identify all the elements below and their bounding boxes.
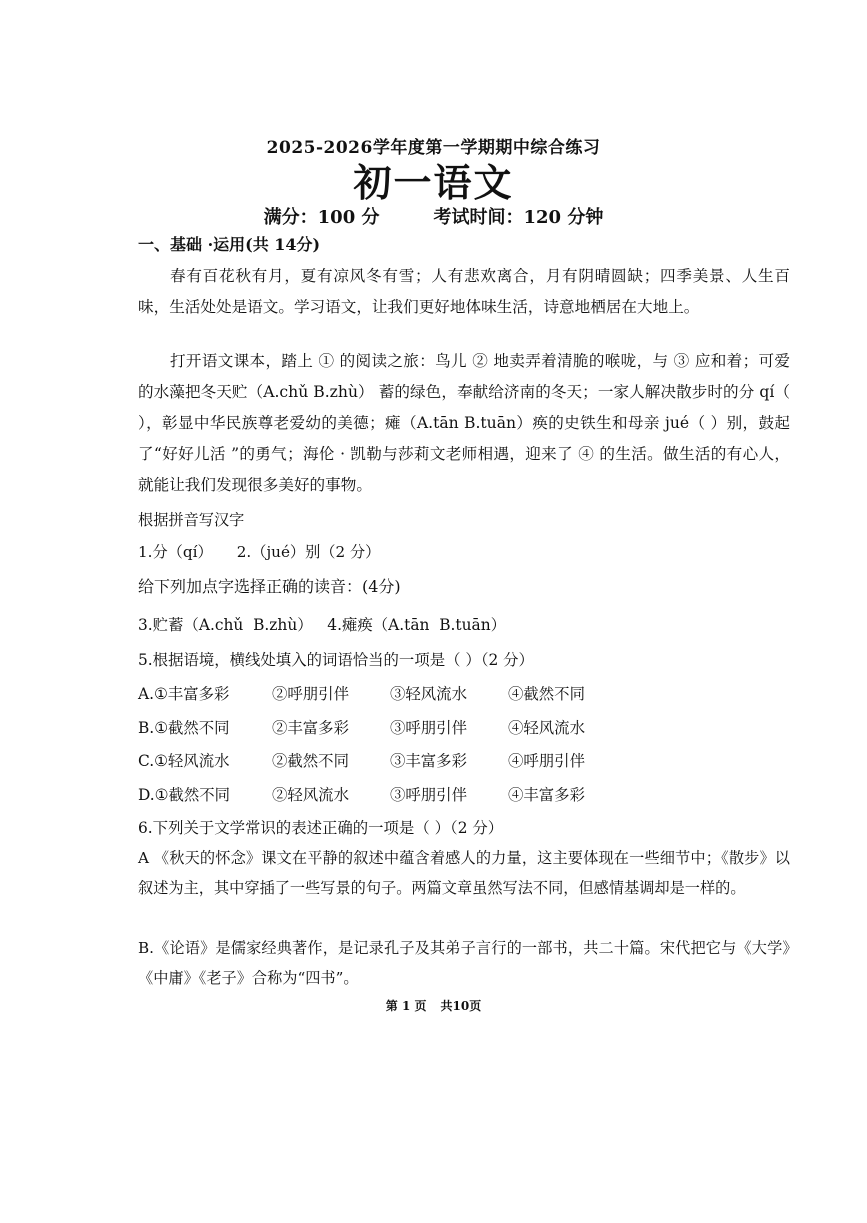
pinyin-items: 1.分（qí） 2.（jué）别（2 分）	[138, 543, 381, 561]
exam-title: 初一语文	[353, 160, 514, 205]
question-5-stem: 5.根据语境，横线处填入的词语恰当的一项是（ ）（2 分）	[138, 651, 534, 669]
exam-subtitle: 2025-2026学年度第一学期期中综合练习	[266, 138, 601, 158]
question-5-option-b: B.①截然不同 ②丰富多彩 ③呼朋引伴 ④轻风流水	[138, 719, 585, 737]
pronunciation-items: 3.贮蓄（A.chǔ B.zhù） 4.瘫痪（A.tān B.tuān）	[138, 616, 506, 634]
question-6-stem: 6.下列关于文学常识的表述正确的一项是（ ）（2 分）	[138, 819, 504, 837]
exam-meta	[0, 203, 867, 229]
full-score: 满分：100 分	[263, 207, 380, 228]
page-number: 第 1 页	[385, 999, 427, 1013]
pinyin-instruction: 根据拼音写汉字	[138, 511, 245, 529]
exam-time: 考试时间：120 分钟	[433, 207, 604, 228]
question-6-option-a: A 《秋天的怀念》课文在平静的叙述中蕴含着感人的力量，这主要体现在一些细节中；《散步》以叙述为主，其中穿插了一些写景的句子。两篇文章虽然写法不同，但感情基调却是一样的。	[138, 849, 790, 897]
intro-paragraph-1: 春有百花秋有月，夏有凉风冬有雪；人有悲欢离合，月有阴晴圆缺；四季美景、人生百味，生活处处是语文。学习语文，让我们更好地体味生活，诗意地栖居在大地上。	[138, 267, 790, 316]
question-5-option-a: A.①丰富多彩 ②呼朋引伴 ③轻风流水 ④截然不同	[138, 685, 585, 703]
page-footer	[0, 997, 867, 1014]
page-total: 共10页	[440, 999, 482, 1013]
intro-paragraph-2: 打开语文课本，踏上 ① 的阅读之旅：鸟儿 ② 地卖弄着清脆的喉咙，与 ③ 应和着；可爱的水藻把冬天贮（A.chǔ B.zhù） 蓄的绿色，奉献给济南的冬天；一家人解决散步时的分 qí（ ），彰显中华民族尊老爱幼的美德；瘫（A.tān B.tuān）痪的史铁生和母亲 jué（ ）别，鼓起了“好好儿活 ”的勇气；海伦 · 凯勒与莎莉文老师相遇，迎来了 ④ 的生活。做生活的有心人，就能让我们发现很多美好的事物。	[138, 352, 790, 494]
pronunciation-instruction: 给下列加点字选择正确的读音：(4分)	[138, 577, 401, 596]
question-5-option-c: C.①轻风流水 ②截然不同 ③丰富多彩 ④呼朋引伴	[138, 752, 585, 770]
question-5-option-d: D.①截然不同 ②轻风流水 ③呼朋引伴 ④丰富多彩	[138, 786, 585, 804]
question-6-option-b: B.《论语》是儒家经典著作，是记录孔子及其弟子言行的一部书，共二十篇。宋代把它与《大学》《中庸》《老子》合称为“四书”。	[138, 939, 790, 987]
section-heading: 一、基础 ·运用(共 14分)	[138, 235, 321, 254]
